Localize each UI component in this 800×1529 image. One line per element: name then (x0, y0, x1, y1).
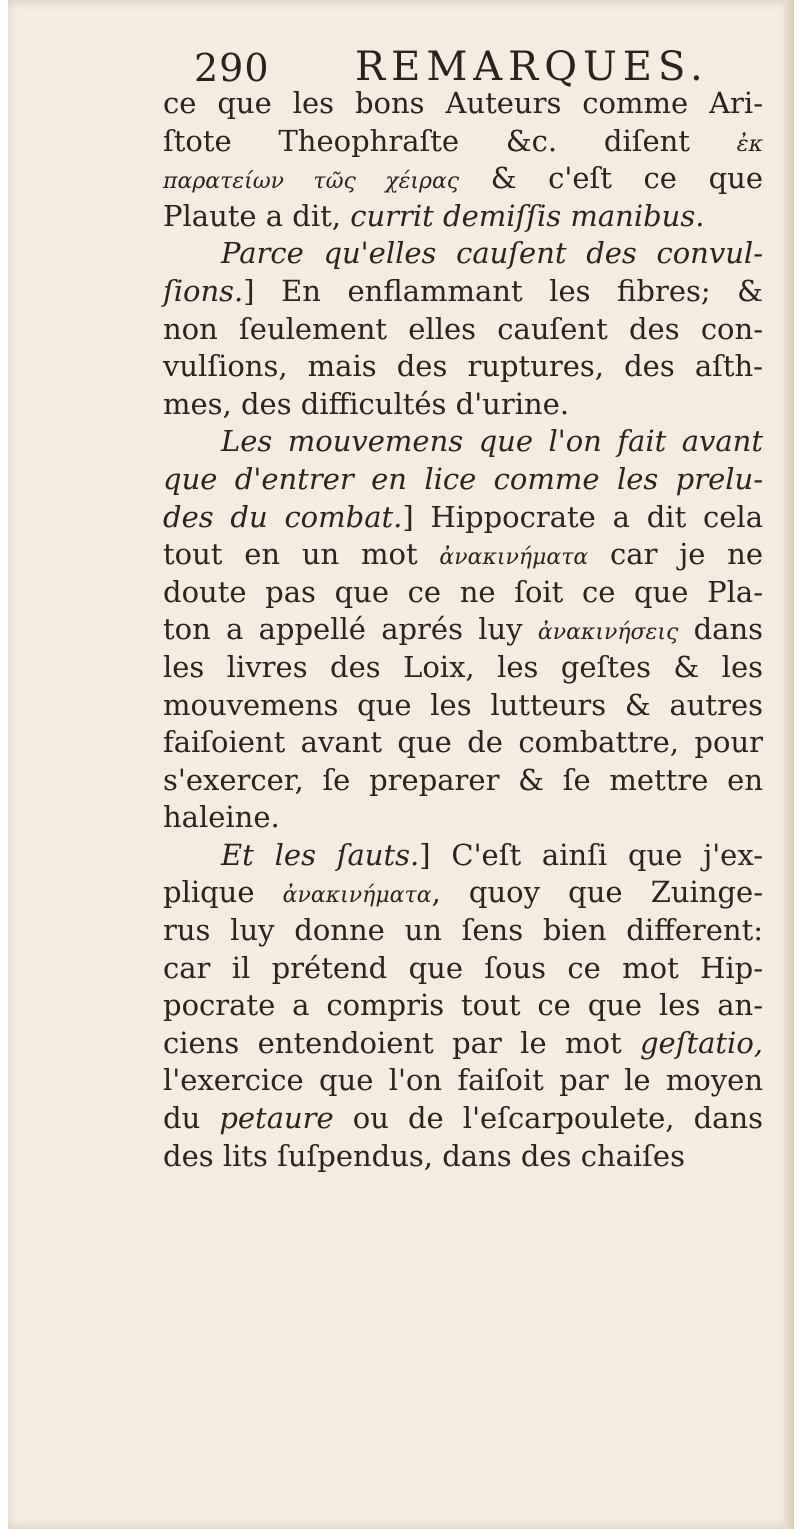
text-line (163, 1138, 763, 1176)
text-run: , quoy que Zuinge- (431, 875, 763, 910)
text-line (163, 273, 763, 311)
text-line (163, 687, 763, 725)
text-line (163, 950, 763, 988)
text-run: plique (163, 875, 283, 910)
text-run: & c'eſt ce que (459, 161, 763, 196)
greek-word: ἀνακινήματα (439, 545, 589, 571)
text-run: ton a appellé aprés luy (163, 612, 538, 647)
text-line (163, 348, 763, 386)
text-run: rus luy donne un ſens bien different: (163, 913, 763, 948)
greek-word: παρατείων τῶς χέιρας (163, 169, 460, 195)
text-line (163, 874, 763, 912)
italic-text: Parce qu'elles cauſent des convul- (221, 236, 763, 271)
text-line (163, 160, 763, 198)
text-run: ou de l'eſcarpoulete, dans (333, 1101, 763, 1136)
italic-text: Les mouvemens que l'on fait avant (221, 424, 763, 459)
running-title: REMARQUES. (355, 44, 709, 90)
text-run: ciens entendoient par le mot (163, 1025, 640, 1060)
italic-text: petaure (219, 1101, 334, 1136)
text-line (163, 912, 763, 950)
text-run: ] Hippocrate a dit cela (402, 499, 763, 534)
text-run: s'exercer, ſe preparer & ſe mettre en (163, 762, 763, 797)
text-run: dans (678, 612, 763, 647)
text-line (163, 837, 763, 875)
text-line (163, 536, 763, 574)
text-run: l'exercice que l'on faiſoit par le moyen (163, 1063, 763, 1098)
text-run: Plaute a dit, (163, 198, 351, 233)
italic-text: ſions. (163, 273, 244, 308)
text-line (163, 611, 763, 649)
text-line (163, 799, 763, 837)
greek-word: ἐκ (736, 131, 763, 157)
text-run: ] En enflammant les fibres; & (243, 273, 763, 308)
text-line (163, 123, 763, 161)
text-run: ce que les bons Auteurs comme Ari- (163, 86, 763, 120)
text-run: vulſions, mais des ruptures, des aſth- (163, 349, 763, 384)
text-run: car je ne (588, 537, 763, 572)
text-run: les livres des Loix, les geſtes & les (163, 649, 763, 684)
text-line (163, 1025, 763, 1063)
page-edge-shadow (784, 0, 794, 1529)
text-line (163, 311, 763, 349)
text-run: du (163, 1101, 220, 1136)
text-line (163, 987, 763, 1025)
page-number: 290 (194, 46, 270, 90)
italic-text: des du combat. (163, 499, 403, 534)
text-line (163, 423, 763, 461)
text-run: mes, des difficultés d'urine. (163, 386, 570, 421)
text-line (163, 85, 763, 123)
text-run: doute pas que ce ne ſoit ce que Pla- (163, 574, 763, 609)
text-line (163, 1062, 763, 1100)
greek-word: ἀνακινήματα (282, 883, 432, 909)
text-line (163, 198, 763, 236)
text-run: non ſeulement elles cauſent des con- (163, 311, 763, 346)
text-run: car il prétend que ſous ce mot Hip- (163, 950, 763, 985)
text-line (163, 649, 763, 687)
text-run: tout en un mot (163, 537, 440, 572)
body-text (163, 85, 763, 1175)
text-line (163, 1100, 763, 1138)
italic-text: que d'entrer en lice comme les prelu- (163, 461, 763, 496)
text-run: haleine. (163, 800, 280, 835)
text-line (163, 724, 763, 762)
text-line (163, 574, 763, 612)
text-line (163, 762, 763, 800)
text-line (163, 499, 763, 537)
text-line (163, 461, 763, 499)
italic-text: Et les ſauts. (221, 837, 420, 872)
italic-text: geſtatio, (639, 1025, 763, 1060)
text-run: pocrate a compris tout ce que les an- (163, 988, 763, 1023)
text-line (163, 386, 763, 424)
text-run: mouvemens que les lutteurs & autres (163, 687, 763, 722)
text-line (163, 235, 763, 273)
text-run: des lits ſuſpendus, dans des chaiſes (163, 1138, 685, 1173)
text-run: faiſoient avant que de combattre, pour (163, 725, 763, 760)
text-run: ſtote Theophraſte &c. diſent (163, 123, 737, 158)
text-run: ] C'eſt ainſi que j'ex- (419, 837, 763, 872)
italic-text: currit demiſſis manibus. (350, 198, 705, 233)
greek-word: ἀνακινήσεις (537, 620, 679, 646)
